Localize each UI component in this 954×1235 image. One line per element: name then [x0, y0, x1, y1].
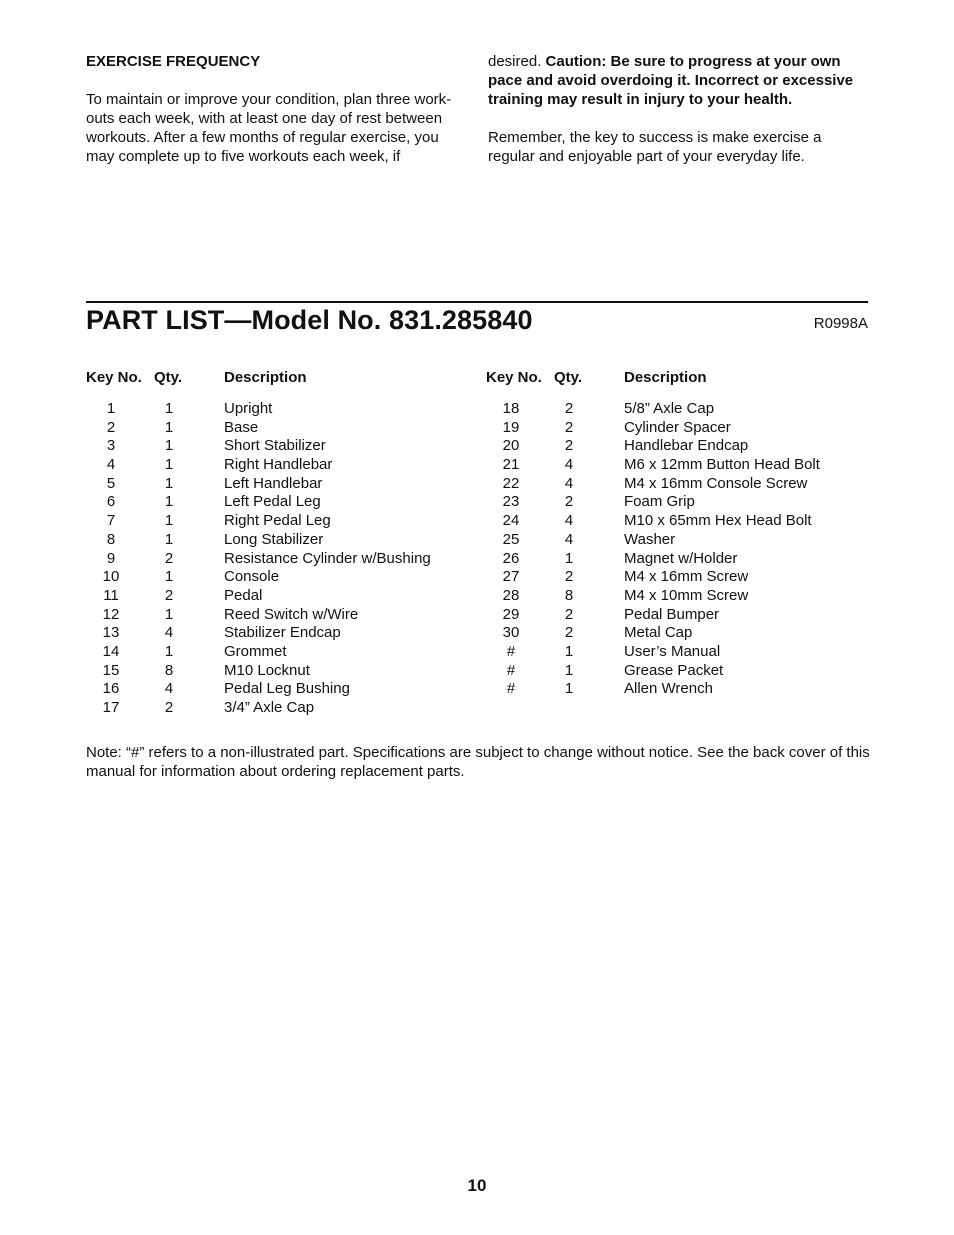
key-no-cell: 5: [106, 474, 116, 492]
table-row: [486, 493, 870, 512]
table-row: [486, 662, 870, 681]
key-no-cell: 11: [103, 586, 119, 604]
description-cell: Long Stabilizer: [224, 530, 324, 548]
qty-cell: 8: [164, 661, 174, 679]
part-list-note: Note: “#” refers to a non-illustrated part. Specifications are subject to change without notice. See the back cover of this manual for information about ordering replacement parts.: [86, 744, 870, 780]
caution-paragraph: [488, 52, 870, 109]
qty-cell: 1: [164, 568, 174, 586]
table-row: [86, 456, 466, 475]
part-table-right: [486, 369, 870, 699]
description-cell: Grommet: [224, 642, 287, 660]
description-cell: Left Handlebar: [224, 474, 323, 492]
table-row: [86, 643, 466, 662]
description-cell: Allen Wrench: [624, 680, 713, 698]
table-row: [486, 475, 870, 494]
table-row: [86, 699, 466, 718]
qty-cell: 1: [164, 456, 174, 474]
page-number: 10: [467, 1176, 487, 1195]
key-no-header: Key No.: [486, 369, 542, 386]
table-row: [86, 587, 466, 606]
description-header: Description: [224, 369, 307, 386]
table-row: [86, 568, 466, 587]
qty-cell: 1: [164, 474, 174, 492]
qty-cell: 2: [564, 437, 574, 455]
description-cell: Washer: [624, 530, 676, 548]
table-row: [486, 400, 870, 419]
table-row: [486, 437, 870, 456]
qty-cell: 4: [564, 456, 574, 474]
qty-cell: 1: [164, 493, 174, 511]
key-no-cell: 22: [502, 474, 520, 492]
key-no-cell: 26: [502, 549, 520, 567]
exercise-frequency-right-column: [488, 52, 870, 166]
table-row: [486, 512, 870, 531]
table-row: [486, 680, 870, 699]
part-table-header: [86, 369, 466, 389]
qty-cell: 4: [564, 474, 574, 492]
exercise-frequency-paragraph: To maintain or improve your condition, plan three work-outs each week, with at least one day of rest between workouts. After a few months of regular exercise, you may complete up to five workouts each week, if: [86, 91, 452, 165]
key-no-cell: 15: [102, 661, 120, 679]
qty-cell: 4: [564, 530, 574, 548]
key-no-cell: #: [506, 680, 516, 698]
key-no-cell: 21: [502, 456, 520, 474]
table-row: [486, 606, 870, 625]
qty-cell: 1: [164, 437, 174, 455]
table-row: [86, 493, 466, 512]
key-no-cell: 25: [502, 530, 520, 548]
table-row: [486, 531, 870, 550]
key-no-cell: 8: [106, 530, 116, 548]
qty-cell: 1: [164, 400, 174, 417]
key-no-cell: 2: [106, 418, 116, 436]
qty-cell: 2: [164, 586, 174, 604]
key-no-cell: 13: [102, 624, 120, 642]
key-no-cell: 24: [502, 512, 520, 530]
qty-cell: 8: [564, 586, 574, 604]
table-row: [486, 550, 870, 569]
qty-cell: 2: [164, 549, 174, 567]
key-no-cell: 29: [502, 605, 520, 623]
table-row: [86, 400, 466, 419]
description-cell: Reed Switch w/Wire: [224, 605, 359, 623]
key-no-cell: 19: [502, 418, 520, 436]
key-no-cell: 4: [106, 456, 116, 474]
key-no-cell: #: [506, 642, 516, 660]
description-cell: Pedal Leg Bushing: [224, 680, 350, 698]
key-no-cell: 7: [106, 512, 116, 530]
description-cell: Handlebar Endcap: [624, 437, 749, 455]
key-no-cell: 12: [102, 605, 120, 623]
key-no-cell: 6: [106, 493, 116, 511]
table-row: [86, 475, 466, 494]
qty-cell: 2: [564, 605, 574, 623]
description-cell: Left Pedal Leg: [224, 493, 321, 511]
part-rows-right: [486, 400, 870, 699]
key-no-cell: 1: [106, 400, 116, 417]
qty-cell: 1: [164, 512, 174, 530]
table-row: [86, 680, 466, 699]
part-list-title: PART LIST—Model No. 831.285840: [86, 305, 533, 335]
qty-cell: 2: [564, 568, 574, 586]
qty-header: Qty.: [554, 369, 583, 386]
key-no-cell: 10: [102, 568, 120, 586]
key-no-cell: 30: [502, 624, 520, 642]
exercise-frequency-heading: EXERCISE FREQUENCY: [86, 53, 261, 70]
description-cell: Base: [224, 418, 259, 436]
table-row: [86, 550, 466, 569]
qty-cell: 2: [564, 418, 574, 436]
description-cell: M10 Locknut: [224, 661, 310, 679]
qty-header: Qty.: [154, 369, 183, 386]
part-rows-left: [86, 400, 466, 718]
key-no-cell: 27: [502, 568, 520, 586]
description-cell: Magnet w/Holder: [624, 549, 738, 567]
description-cell: Right Pedal Leg: [224, 512, 331, 530]
description-cell: M4 x 16mm Console Screw: [624, 474, 808, 492]
qty-cell: 1: [564, 642, 574, 660]
table-row: [86, 662, 466, 681]
description-cell: 3/4” Axle Cap: [224, 699, 315, 716]
key-no-header: Key No.: [86, 369, 142, 386]
table-row: [86, 437, 466, 456]
description-cell: 5/8” Axle Cap: [624, 400, 715, 417]
qty-cell: 2: [564, 493, 574, 511]
part-table-left: [86, 369, 466, 718]
table-row: [86, 606, 466, 625]
description-cell: Cylinder Spacer: [624, 418, 731, 436]
table-row: [486, 419, 870, 438]
key-no-cell: 20: [502, 437, 520, 455]
desired-text: desired.: [488, 53, 546, 70]
table-row: [486, 568, 870, 587]
description-header: Description: [624, 369, 707, 386]
key-no-cell: 16: [102, 680, 120, 698]
qty-cell: 1: [564, 549, 574, 567]
key-no-cell: 9: [106, 549, 116, 567]
description-cell: Pedal Bumper: [624, 605, 720, 623]
table-row: [486, 587, 870, 606]
qty-cell: 1: [164, 605, 174, 623]
caution-text: Caution: Be sure to progress at your own pace and avoid overdoing it. Incorrect or excessive training may result in injury to your health.: [488, 53, 854, 108]
key-no-cell: 28: [502, 586, 520, 604]
qty-cell: 4: [564, 512, 574, 530]
qty-cell: 2: [564, 400, 574, 417]
description-cell: Stabilizer Endcap: [224, 624, 341, 642]
key-no-cell: 14: [102, 642, 120, 660]
key-no-cell: #: [506, 661, 516, 679]
description-cell: User’s Manual: [624, 642, 721, 660]
reference-code: R0998A: [813, 315, 868, 332]
qty-cell: 1: [164, 642, 174, 660]
key-no-cell: 23: [502, 493, 520, 511]
qty-cell: 1: [164, 530, 174, 548]
key-no-cell: 18: [502, 400, 520, 417]
table-row: [486, 643, 870, 662]
part-table-header: [486, 369, 870, 389]
description-cell: Short Stabilizer: [224, 437, 326, 455]
description-cell: M4 x 16mm Screw: [624, 568, 749, 586]
table-row: [86, 419, 466, 438]
description-cell: Metal Cap: [624, 624, 693, 642]
description-cell: Resistance Cylinder w/Bushing: [224, 549, 431, 567]
key-no-cell: 17: [102, 699, 120, 716]
exercise-frequency-left-column: [86, 52, 466, 166]
table-row: [486, 624, 870, 643]
qty-cell: 2: [164, 699, 174, 716]
description-cell: M4 x 10mm Screw: [624, 586, 749, 604]
description-cell: Console: [224, 568, 280, 586]
table-row: [486, 456, 870, 475]
description-cell: Right Handlebar: [224, 456, 333, 474]
description-cell: M10 x 65mm Hex Head Bolt: [624, 512, 812, 530]
description-cell: M6 x 12mm Button Head Bolt: [624, 456, 820, 474]
reminder-paragraph: Remember, the key to success is make exercise a regular and enjoyable part of your everyday life.: [488, 129, 822, 165]
table-row: [86, 531, 466, 550]
key-no-cell: 3: [106, 437, 116, 455]
description-cell: Grease Packet: [624, 661, 724, 679]
qty-cell: 1: [564, 680, 574, 698]
qty-cell: 1: [164, 418, 174, 436]
qty-cell: 4: [164, 680, 174, 698]
description-cell: Foam Grip: [624, 493, 695, 511]
qty-cell: 2: [564, 624, 574, 642]
table-row: [86, 512, 466, 531]
qty-cell: 4: [164, 624, 174, 642]
qty-cell: 1: [564, 661, 574, 679]
table-row: [86, 624, 466, 643]
description-cell: Pedal: [224, 586, 263, 604]
description-cell: Upright: [224, 400, 273, 417]
